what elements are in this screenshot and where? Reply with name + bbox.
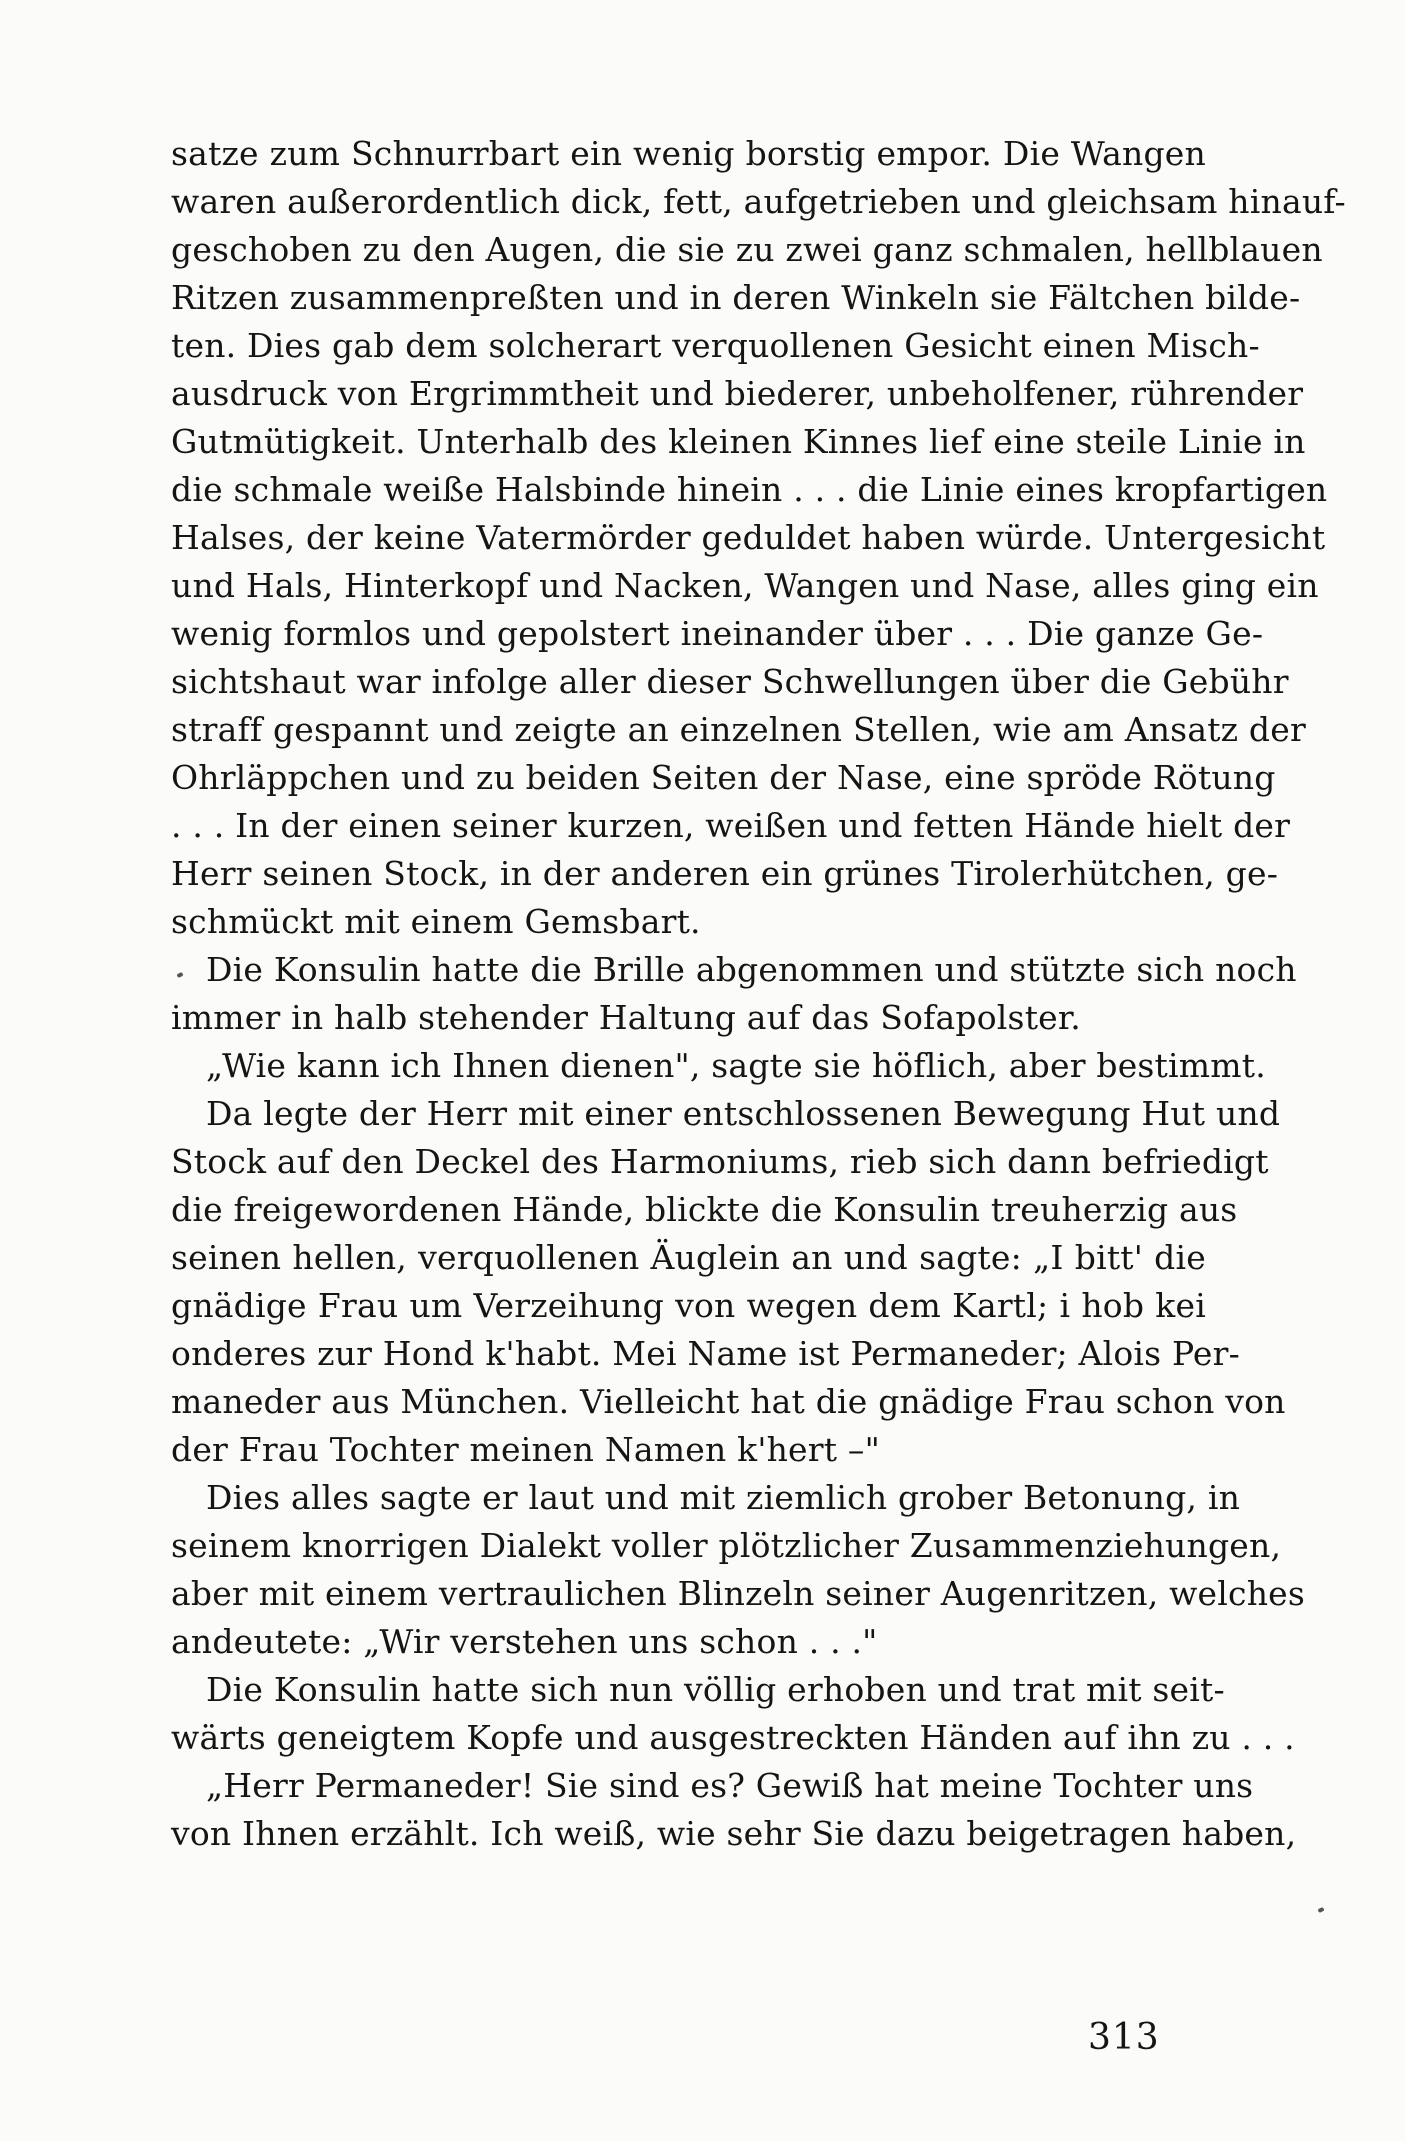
text-line: waren außerordentlich dick, fett, aufgetrieben und gleichsam hinauf- [171,182,1346,221]
text-line: ausdruck von Ergrimmtheit und biederer, unbeholfener, rührender [171,374,1304,413]
text-line: Die Konsulin hatte sich nun völlig erhoben und trat mit seit- [206,1670,1225,1709]
text-line: geschoben zu den Augen, die sie zu zwei ganz schmalen, hellblauen [171,230,1323,269]
text-line: maneder aus München. Vielleicht hat die gnädige Frau schon von [171,1382,1286,1421]
text-line: die schmale weiße Halsbinde hinein . . . die Linie eines kropfartigen [171,470,1328,509]
text-line: Gutmütigkeit. Unterhalb des kleinen Kinnes lief eine steile Linie in [171,422,1306,461]
text-line: der Frau Tochter meinen Namen k'hert –" [171,1430,880,1469]
text-line: Halses, der keine Vatermörder geduldet haben würde. Untergesicht [171,518,1326,557]
paper-speck [176,972,183,978]
text-line: onderes zur Hond k'habt. Mei Name ist Permaneder; Alois Per- [171,1334,1240,1373]
text-line: Ritzen zusammenpreßten und in deren Winkeln sie Fältchen bilde- [171,278,1301,317]
text-line: „Herr Permaneder! Sie sind es? Gewiß hat meine Tochter uns [206,1766,1254,1805]
text-line: satze zum Schnurrbart ein wenig borstig empor. Die Wangen [171,134,1206,173]
text-line: ten. Dies gab dem solcherart verquollenen Gesicht einen Misch- [171,326,1260,365]
text-line: Dies alles sagte er laut und mit ziemlich grober Betonung, in [206,1478,1241,1517]
text-line: wärts geneigtem Kopfe und ausgestreckten Händen auf ihn zu . . . [171,1718,1295,1757]
text-line: aber mit einem vertraulichen Blinzeln seiner Augenritzen, welches [171,1574,1306,1613]
text-line: von Ihnen erzählt. Ich weiß, wie sehr Sie dazu beigetragen haben, [171,1814,1297,1853]
text-line: Die Konsulin hatte die Brille abgenommen und stützte sich noch [206,950,1297,989]
text-line: seinem knorrigen Dialekt voller plötzlicher Zusammenziehungen, [171,1526,1282,1565]
text-line: . . . In der einen seiner kurzen, weißen und fetten Hände hielt der [171,806,1291,845]
text-line: „Wie kann ich Ihnen dienen", sagte sie höflich, aber bestimmt. [206,1046,1266,1085]
text-line: andeutete: „Wir verstehen uns schon . . ." [171,1622,878,1661]
text-line: immer in halb stehender Haltung auf das Sofapolster. [171,998,1081,1037]
text-line: straff gespannt und zeigte an einzelnen Stellen, wie am Ansatz der [171,710,1306,749]
text-line: gnädige Frau um Verzeihung von wegen dem Kartl; i hob kei [171,1286,1206,1325]
paper-speck [1317,1907,1324,1913]
text-line: Ohrläppchen und zu beiden Seiten der Nase, eine spröde Rötung [171,758,1276,797]
text-line: sichtshaut war infolge aller dieser Schwellungen über die Gebühr [171,662,1289,701]
text-line: schmückt mit einem Gemsbart. [171,902,701,941]
text-line: und Hals, Hinterkopf und Nacken, Wangen und Nase, alles ging ein [171,566,1319,605]
text-line: seinen hellen, verquollenen Äuglein an und sagte: „I bitt' die [171,1238,1206,1277]
page-number: 313 [1088,2017,1160,2058]
text-line: die freigewordenen Hände, blickte die Konsulin treuherzig aus [171,1190,1238,1229]
text-line: Da legte der Herr mit einer entschlossenen Bewegung Hut und [206,1094,1281,1133]
text-line: wenig formlos und gepolstert ineinander über . . . Die ganze Ge- [171,614,1264,653]
text-line: Herr seinen Stock, in der anderen ein grünes Tirolerhütchen, ge- [171,854,1279,893]
text-line: Stock auf den Deckel des Harmoniums, rieb sich dann befriedigt [171,1142,1269,1181]
